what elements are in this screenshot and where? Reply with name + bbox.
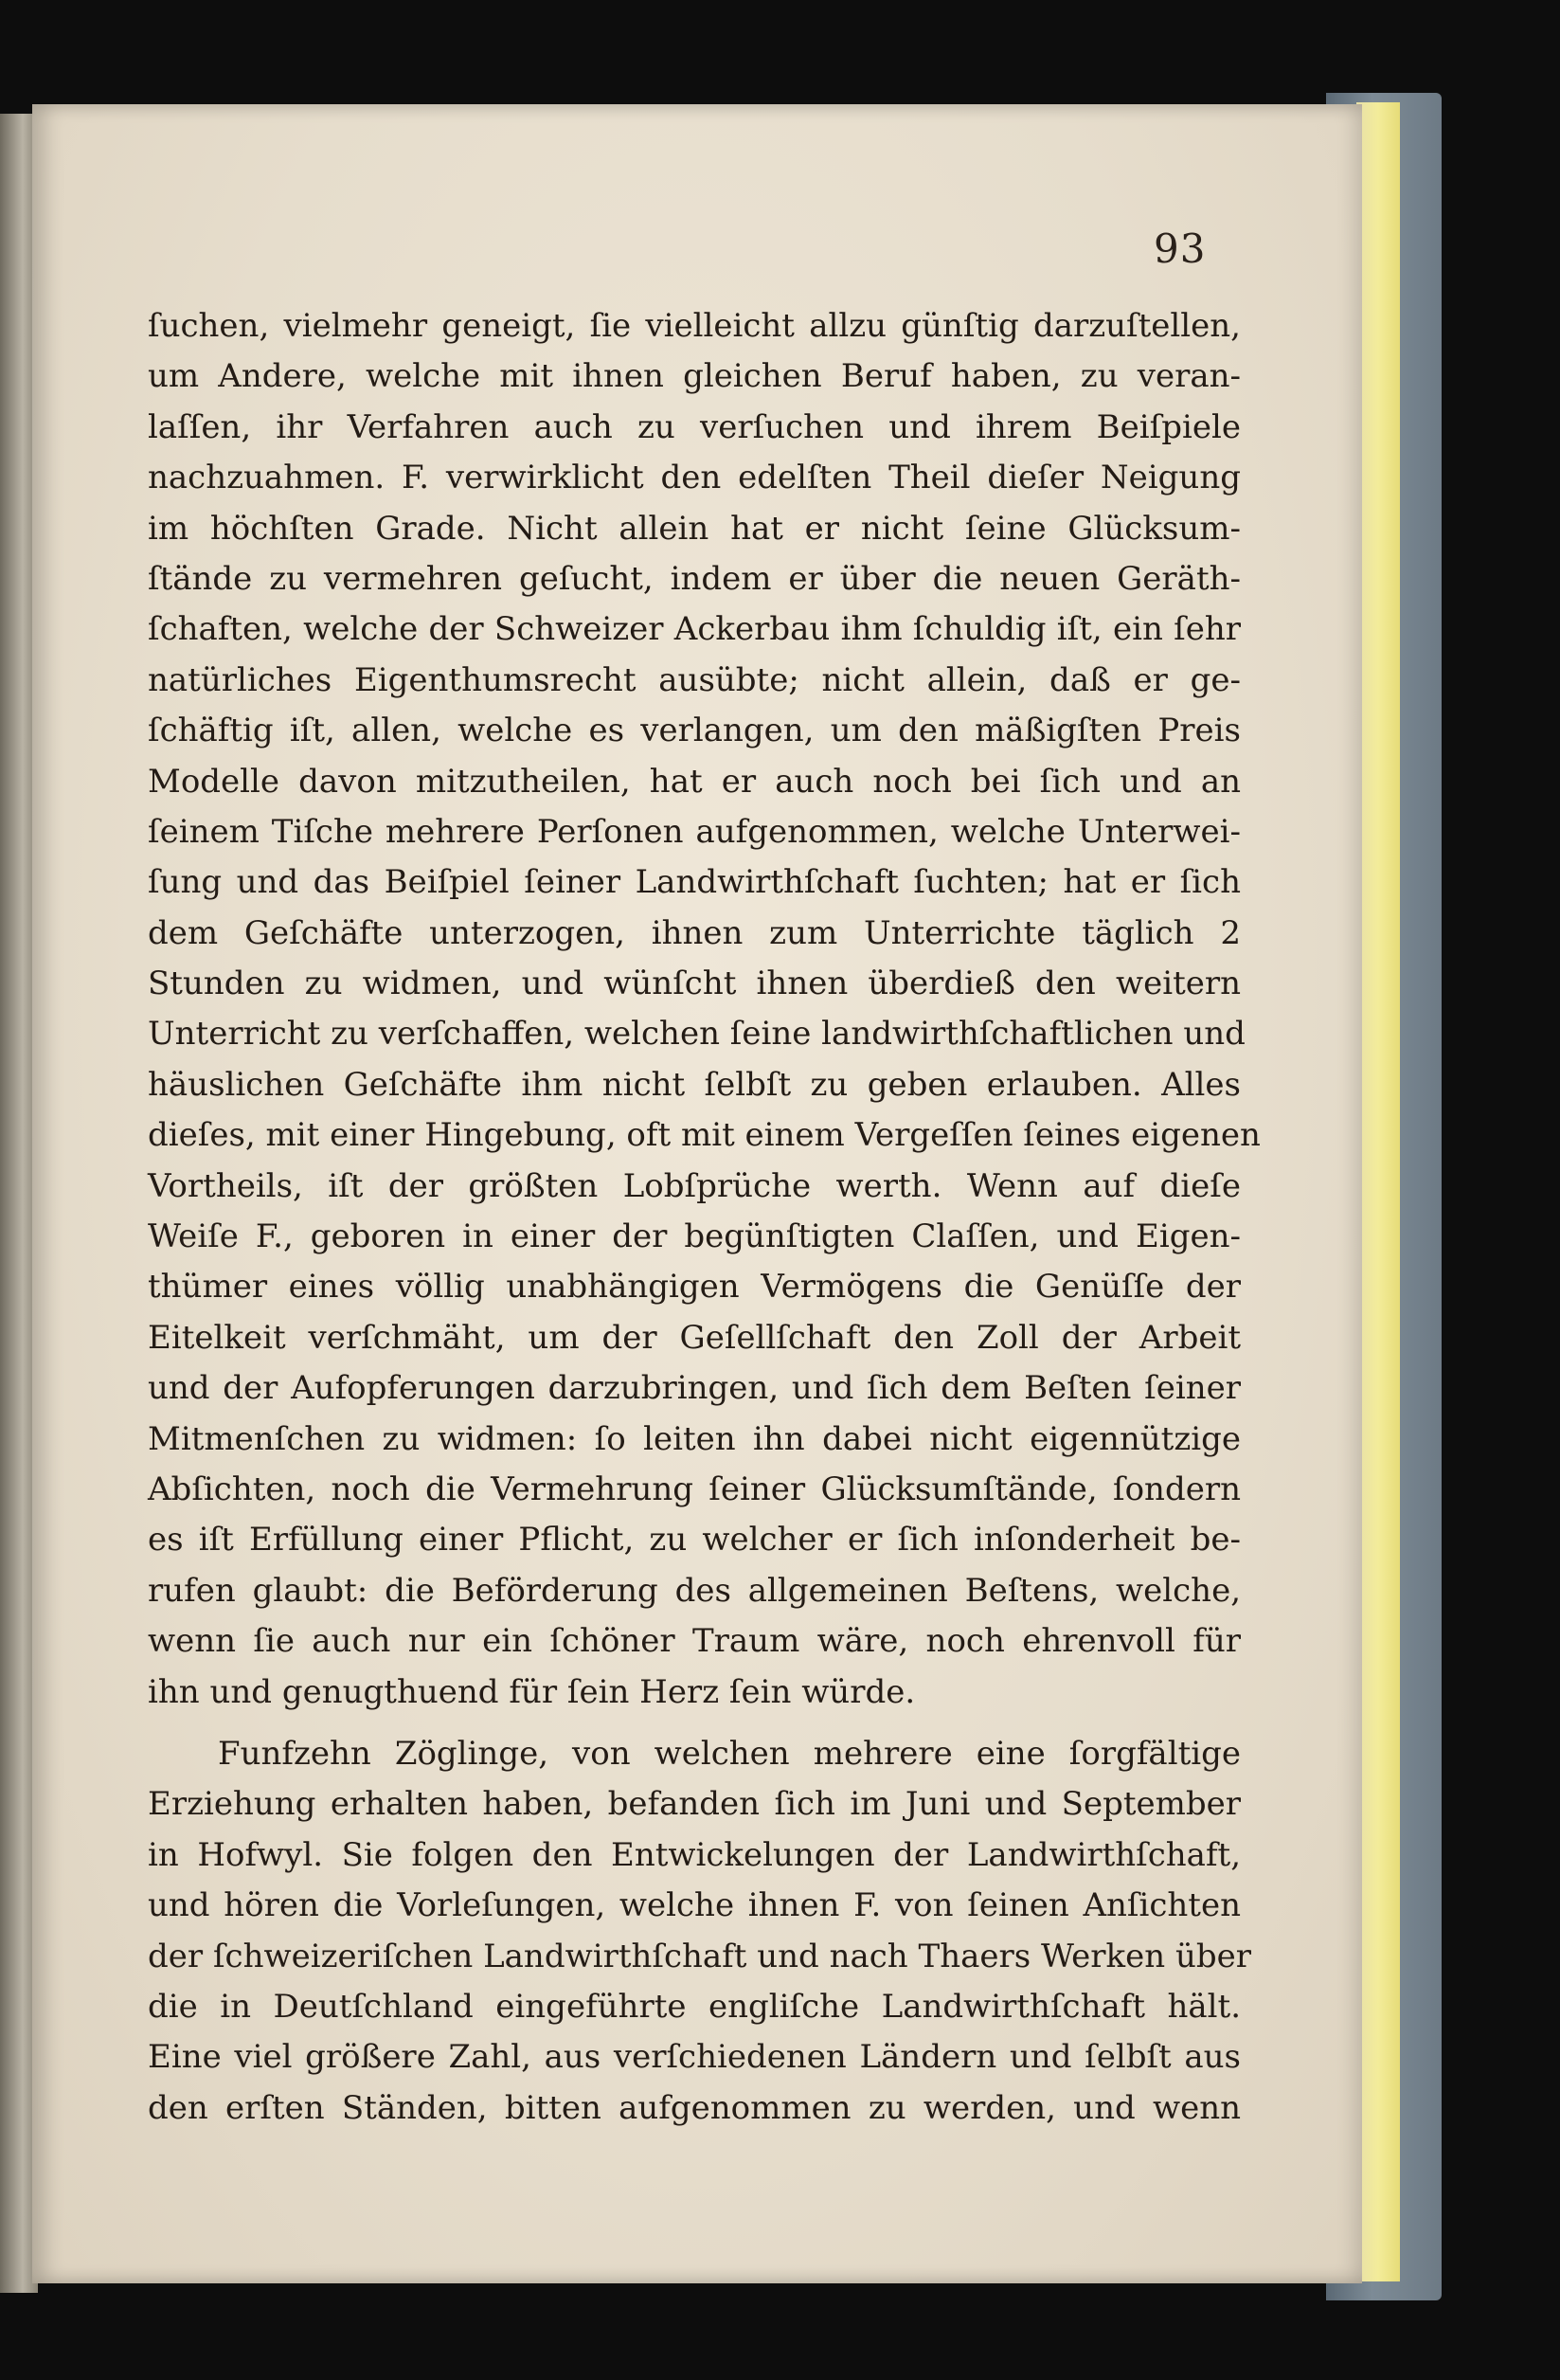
- text-line: Weiſe F., geboren in einer der begünſtigten Claſſen, und Eigen-: [148, 1217, 1241, 1256]
- page-number: 93: [1154, 225, 1207, 272]
- text-line: rufen glaubt: die Beförderung des allgemeinen Beſtens, welche,: [148, 1571, 1241, 1610]
- text-line: es iſt Erfüllung einer Pflicht, zu welcher er ſich inſonderheit be-: [148, 1521, 1241, 1560]
- paragraph-2: [148, 1729, 1251, 2134]
- text-line: den erſten Ständen, bitten aufgenommen zu werden, und wenn: [148, 2088, 1241, 2127]
- text-line: ſung und das Beiſpiel ſeiner Landwirthſchaft ſuchten; hat er ſich: [148, 863, 1241, 902]
- text-line: Vortheils, iſt der größten Lobſprüche werth. Wenn auf dieſe: [148, 1166, 1241, 1205]
- paragraph-1: [148, 301, 1261, 1718]
- text-line: Abſichten, noch die Vermehrung ſeiner Glücksumſtände, ſondern: [148, 1469, 1241, 1508]
- page-text: [148, 301, 1261, 2134]
- text-line: die in Deutſchland eingeführte engliſche Landwirthſchaft hält.: [148, 1987, 1241, 2026]
- text-line: laſſen, ihr Verfahren auch zu verſuchen und ihrem Beiſpiele: [148, 407, 1241, 446]
- page-stack-edge: [1356, 102, 1400, 2281]
- text-line: ihn und genugthuend für ſein Herz ſein würde.: [148, 1672, 916, 1711]
- text-line: nachzuahmen. F. verwirklicht den edelſten Theil dieſer Neigung: [148, 459, 1241, 497]
- text-line: Erziehung erhalten haben, befanden ſich im Juni und September: [148, 1785, 1241, 1824]
- text-line: in Hofwyl. Sie folgen den Entwickelungen der Landwirthſchaft,: [148, 1835, 1241, 1874]
- text-line: ſchaften, welche der Schweizer Ackerbau ihm ſchuldig iſt, ein ſehr: [148, 610, 1241, 649]
- text-line: ſchäftig iſt, allen, welche es verlangen, um den mäßigſten Preis: [148, 712, 1241, 750]
- text-line: ſeinem Tiſche mehrere Perſonen aufgenommen, welche Unterwei-: [148, 812, 1241, 851]
- text-line: Eine viel größere Zahl, aus verſchiedenen Ländern und ſelbſt aus: [148, 2038, 1241, 2077]
- text-line: Modelle davon mitzutheilen, hat er auch noch bei ſich und an: [148, 762, 1241, 801]
- text-line: dem Geſchäfte unterzogen, ihnen zum Unterrichte täglich 2: [148, 913, 1241, 952]
- text-line: natürliches Eigenthumsrecht ausübte; nicht allein, daß er ge-: [148, 660, 1241, 699]
- text-line: im höchſten Grade. Nicht allein hat er nicht ſeine Glücksum-: [148, 509, 1241, 548]
- text-line: ſtände zu vermehren geſucht, indem er über die neuen Geräth-: [148, 559, 1241, 598]
- text-line: häuslichen Geſchäfte ihm nicht ſelbſt zu geben erlauben. Alles: [148, 1065, 1241, 1104]
- text-line: Mitmenſchen zu widmen: ſo leiten ihn dabei nicht eigennützige: [148, 1419, 1241, 1458]
- text-line: Stunden zu widmen, und wünſcht ihnen überdieß den weitern: [148, 965, 1241, 1003]
- text-line: um Andere, welche mit ihnen gleichen Beruf haben, zu veran-: [148, 357, 1241, 396]
- text-line: der ſchweizeriſchen Landwirthſchaft und nach Thaers Werken über: [148, 1937, 1251, 1975]
- text-line: Unterricht zu verſchaffen, welchen ſeine landwirthſchaftlichen und: [148, 1015, 1246, 1054]
- text-line: wenn ſie auch nur ein ſchöner Traum wäre, noch ehrenvoll für: [148, 1622, 1241, 1661]
- text-line: ſuchen, vielmehr geneigt, ſie vielleicht allzu günſtig darzuſtellen,: [148, 307, 1241, 345]
- paragraph-spacer: [148, 1718, 1241, 1729]
- text-line: Funfzehn Zöglinge, von welchen mehrere eine ſorgfältige: [218, 1734, 1241, 1773]
- text-line: und hören die Vorleſungen, welche ihnen F. von ſeinen Anſichten: [148, 1886, 1241, 1925]
- text-line: Eitelkeit verſchmäht, um der Geſellſchaft den Zoll der Arbeit: [148, 1318, 1241, 1357]
- text-line: dieſes, mit einer Hingebung, oft mit einem Vergeſſen ſeines eigenen: [148, 1116, 1261, 1155]
- text-line: thümer eines völlig unabhängigen Vermögens die Genüſſe der: [148, 1268, 1241, 1307]
- text-line: und der Aufopferungen darzubringen, und ſich dem Beſten ſeiner: [148, 1369, 1241, 1408]
